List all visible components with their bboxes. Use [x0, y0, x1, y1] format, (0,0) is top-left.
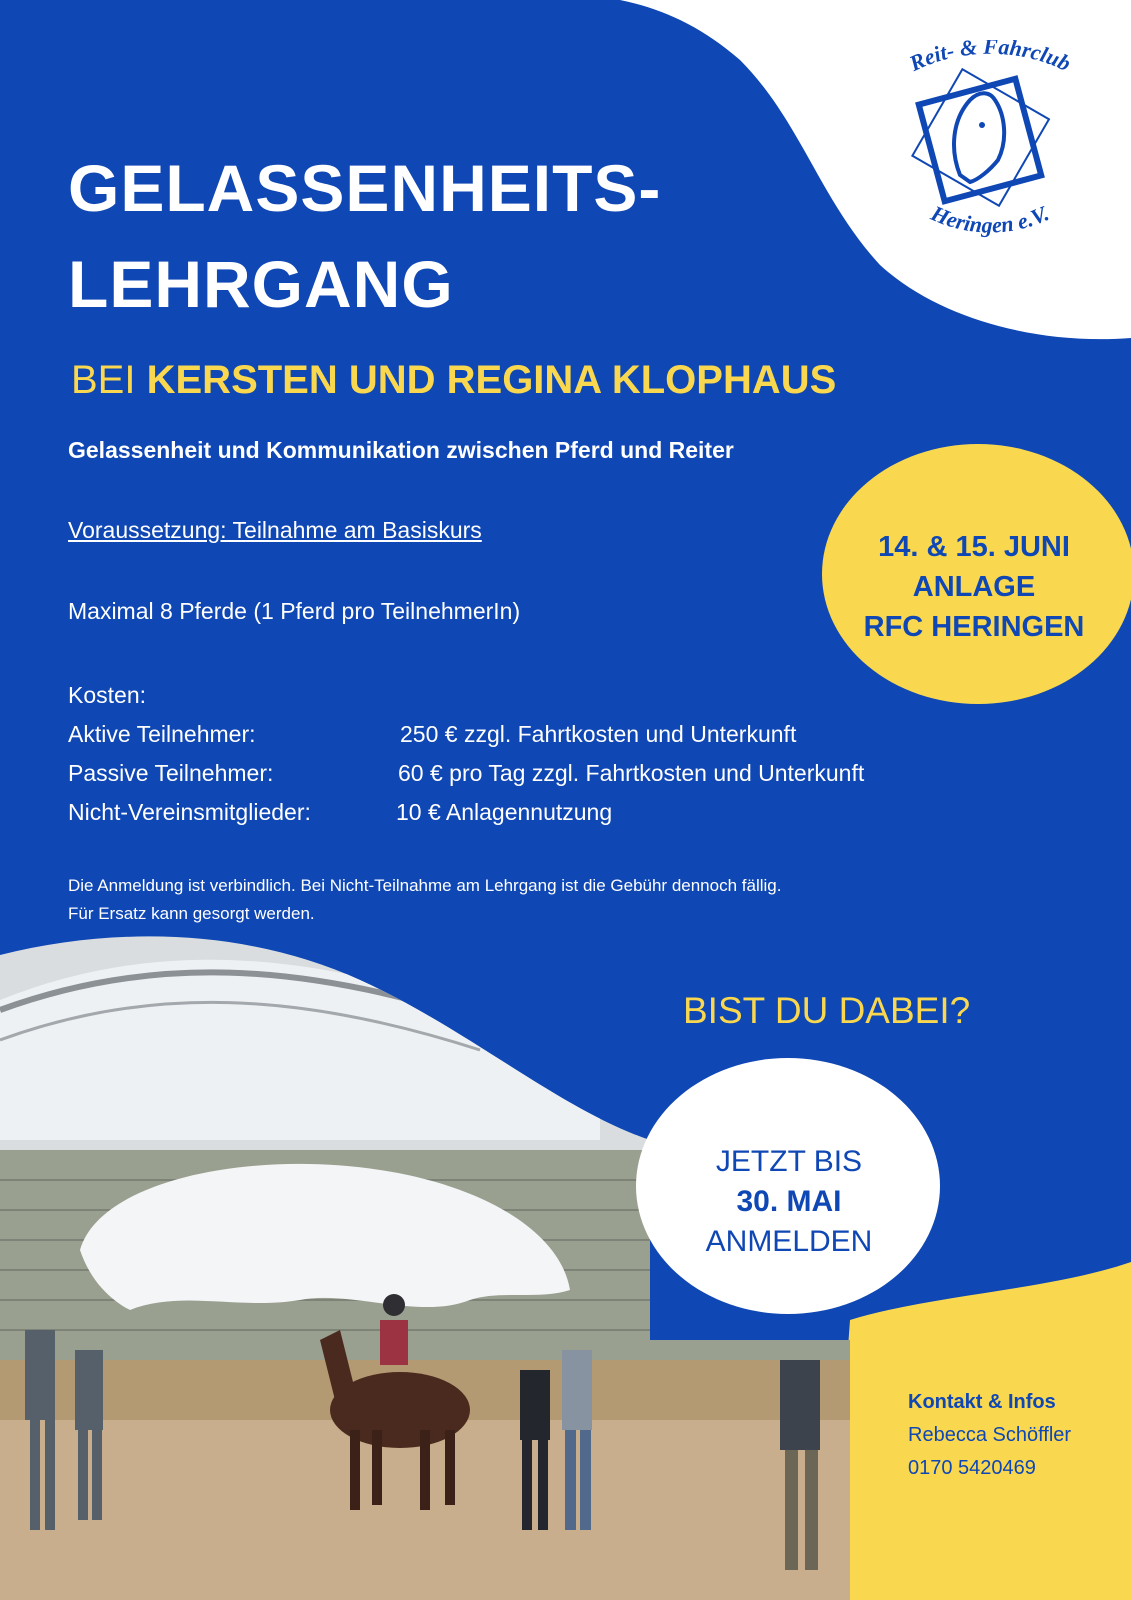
cost-value: 60 € pro Tag zzgl. Fahrtkosten und Unterkunft: [398, 760, 865, 786]
page-title: [68, 140, 661, 332]
date-line-1: 14. & 15. JUNI: [878, 531, 1070, 563]
logo-bottom-text: Heringen e.V.: [927, 200, 1053, 238]
call-to-action: BIST DU DABEI?: [683, 990, 971, 1031]
cost-label: Nicht-Vereinsmitglieder:: [68, 799, 311, 825]
contact-phone: 0170 5420469: [908, 1457, 1036, 1479]
register-deadline: 30. MAI: [736, 1185, 842, 1218]
register-line-3: ANMELDEN: [705, 1225, 873, 1258]
cost-row: [68, 715, 864, 754]
instructor-names: KERSTEN UND REGINA KLOPHAUS: [146, 358, 837, 402]
register-bubble-text: [634, 1142, 944, 1262]
instructors-subtitle: [71, 358, 836, 403]
cost-value: 10 € Anlagennutzung: [396, 799, 613, 825]
contact-name: Rebecca Schöffler: [908, 1424, 1072, 1446]
max-horses-text: Maximal 8 Pferde (1 Pferd pro TeilnehmerIn): [68, 598, 521, 624]
cost-value: 250 € zzgl. Fahrtkosten und Unterkunft: [400, 721, 797, 747]
tagline: Gelassenheit und Kommunikation zwischen Pferd und Reiter: [68, 437, 734, 463]
subtitle-prefix: BEI: [71, 358, 136, 402]
contact-info: [908, 1386, 1071, 1485]
notice-line-2: Für Ersatz kann gesorgt werden.: [68, 904, 315, 923]
svg-text:Heringen e.V.: [927, 200, 1053, 238]
club-logo: [890, 40, 1090, 250]
svg-text:Reit- & Fahrclub: [905, 40, 1075, 76]
register-line-1: JETZT BIS: [715, 1145, 863, 1178]
cost-label: Passive Teilnehmer:: [68, 760, 274, 786]
cost-label: Aktive Teilnehmer:: [68, 721, 256, 747]
title-line-1: GELASSENHEITS-: [68, 151, 662, 225]
date-bubble-text: [824, 527, 1124, 647]
notice-line-1: Die Anmeldung ist verbindlich. Bei Nicht-Teilnahme am Lehrgang ist die Gebühr dennoch fällig.: [68, 876, 782, 895]
horse-head-icon: [912, 69, 1049, 206]
requirement-text: Voraussetzung: Teilnahme am Basiskurs: [68, 517, 482, 543]
costs-section: [68, 676, 864, 832]
title-line-2: LEHRGANG: [68, 247, 454, 321]
cost-row: [68, 793, 864, 832]
costs-heading: Kosten:: [68, 682, 146, 708]
registration-notice: [68, 872, 781, 928]
contact-heading: Kontakt & Infos: [908, 1391, 1056, 1413]
date-line-3: RFC HERINGEN: [863, 611, 1085, 643]
cost-row: [68, 754, 864, 793]
logo-top-text: Reit- & Fahrclub: [905, 40, 1075, 76]
date-line-2: ANLAGE: [912, 571, 1036, 603]
